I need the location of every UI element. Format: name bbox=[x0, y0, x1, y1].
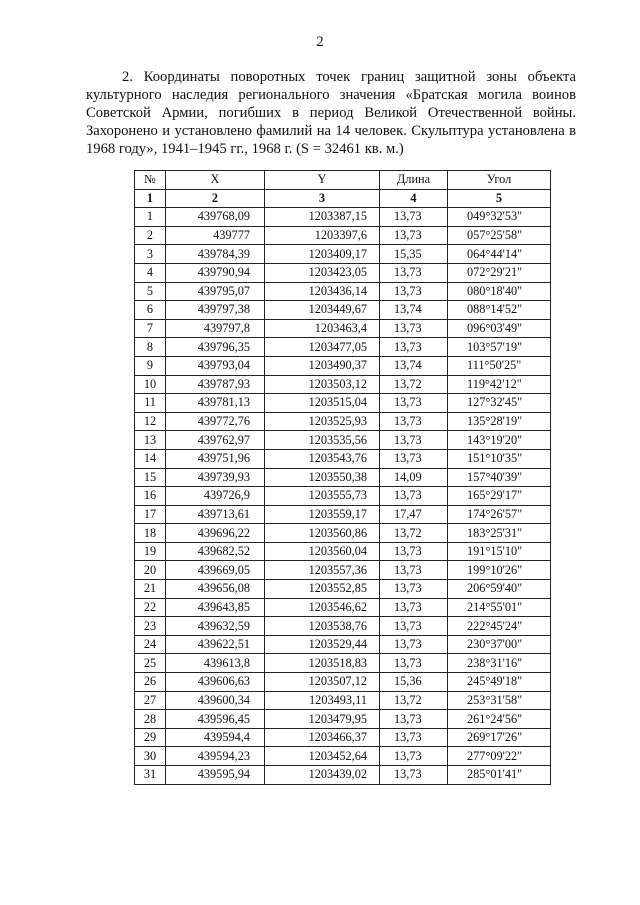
cell-length: 13,73 bbox=[380, 654, 448, 673]
page-number: 2 bbox=[316, 34, 324, 50]
table-row bbox=[135, 468, 551, 487]
cell-length: 14,09 bbox=[380, 468, 448, 487]
cell-number: 18 bbox=[135, 524, 166, 543]
cell-y: 1203543,76 bbox=[265, 449, 380, 468]
cell-angle: 080°18'40" bbox=[448, 282, 551, 301]
cell-length: 13,73 bbox=[380, 319, 448, 338]
cell-y: 1203479,95 bbox=[265, 710, 380, 729]
cell-number: 11 bbox=[135, 394, 166, 413]
table-row bbox=[135, 338, 551, 357]
cell-angle: 143°19'20" bbox=[448, 431, 551, 450]
cell-length: 15,36 bbox=[380, 673, 448, 692]
cell-y: 1203423,05 bbox=[265, 263, 380, 282]
cell-angle: 119°42'12" bbox=[448, 375, 551, 394]
cell-length: 13,73 bbox=[380, 412, 448, 431]
cell-x: 439600,34 bbox=[166, 691, 265, 710]
cell-y: 1203560,04 bbox=[265, 542, 380, 561]
cell-length: 17,47 bbox=[380, 505, 448, 524]
cell-length: 13,72 bbox=[380, 691, 448, 710]
cell-length: 13,73 bbox=[380, 617, 448, 636]
cell-length: 13,72 bbox=[380, 524, 448, 543]
table-row bbox=[135, 561, 551, 580]
cell-x: 439682,52 bbox=[166, 542, 265, 561]
column-index: 3 bbox=[265, 189, 380, 208]
cell-y: 1203397,6 bbox=[265, 226, 380, 245]
cell-length: 13,73 bbox=[380, 487, 448, 506]
cell-length: 13,73 bbox=[380, 542, 448, 561]
intro-paragraph: 2. Координаты поворотных точек границ защитной зоны объекта культурного наследия регионального значения «Братская могила воинов Советской Армии, погибших в период Великой Отечественной войны. Захоронено и установлено фамилий на 14 человек. Скульптура установлена в 1968 году», 1941–1945 гг., 1968 г. (S = 32461 кв. м.) bbox=[86, 69, 576, 157]
cell-number: 26 bbox=[135, 673, 166, 692]
header-angle: Угол bbox=[448, 171, 551, 190]
table-row bbox=[135, 673, 551, 692]
cell-x: 439793,04 bbox=[166, 356, 265, 375]
cell-y: 1203507,12 bbox=[265, 673, 380, 692]
cell-angle: 230°37'00" bbox=[448, 635, 551, 654]
cell-angle: 238°31'16" bbox=[448, 654, 551, 673]
cell-angle: 261°24'56" bbox=[448, 710, 551, 729]
cell-length: 13,74 bbox=[380, 356, 448, 375]
cell-number: 7 bbox=[135, 319, 166, 338]
cell-number: 24 bbox=[135, 635, 166, 654]
cell-y: 1203503,12 bbox=[265, 375, 380, 394]
cell-length: 13,73 bbox=[380, 282, 448, 301]
table-row bbox=[135, 449, 551, 468]
cell-x: 439797,8 bbox=[166, 319, 265, 338]
table-row bbox=[135, 598, 551, 617]
cell-angle: 111°50'25" bbox=[448, 356, 551, 375]
cell-y: 1203559,17 bbox=[265, 505, 380, 524]
cell-y: 1203463,4 bbox=[265, 319, 380, 338]
cell-y: 1203525,93 bbox=[265, 412, 380, 431]
table-row bbox=[135, 487, 551, 506]
table-row bbox=[135, 375, 551, 394]
cell-angle: 285°01'41" bbox=[448, 766, 551, 785]
cell-y: 1203518,83 bbox=[265, 654, 380, 673]
cell-length: 13,73 bbox=[380, 431, 448, 450]
table-row bbox=[135, 747, 551, 766]
cell-angle: 157°40'39" bbox=[448, 468, 551, 487]
cell-number: 3 bbox=[135, 245, 166, 264]
cell-x: 439622,51 bbox=[166, 635, 265, 654]
table-row bbox=[135, 710, 551, 729]
cell-length: 13,73 bbox=[380, 449, 448, 468]
cell-length: 13,73 bbox=[380, 728, 448, 747]
cell-y: 1203436,14 bbox=[265, 282, 380, 301]
cell-angle: 103°57'19" bbox=[448, 338, 551, 357]
cell-angle: 214°55'01" bbox=[448, 598, 551, 617]
cell-number: 27 bbox=[135, 691, 166, 710]
cell-x: 439643,85 bbox=[166, 598, 265, 617]
coordinates-table bbox=[134, 170, 551, 785]
cell-angle: 183°25'31" bbox=[448, 524, 551, 543]
cell-number: 30 bbox=[135, 747, 166, 766]
cell-length: 13,73 bbox=[380, 598, 448, 617]
header-length: Длина bbox=[380, 171, 448, 190]
cell-number: 14 bbox=[135, 449, 166, 468]
cell-angle: 277°09'22" bbox=[448, 747, 551, 766]
cell-x: 439787,93 bbox=[166, 375, 265, 394]
cell-number: 20 bbox=[135, 561, 166, 580]
cell-angle: 245°49'18" bbox=[448, 673, 551, 692]
table-row bbox=[135, 728, 551, 747]
cell-length: 13,73 bbox=[380, 226, 448, 245]
table-row bbox=[135, 301, 551, 320]
cell-x: 439595,94 bbox=[166, 766, 265, 785]
cell-y: 1203387,15 bbox=[265, 208, 380, 227]
cell-x: 439632,59 bbox=[166, 617, 265, 636]
cell-y: 1203409,17 bbox=[265, 245, 380, 264]
table-row bbox=[135, 691, 551, 710]
cell-length: 13,73 bbox=[380, 766, 448, 785]
cell-x: 439713,61 bbox=[166, 505, 265, 524]
cell-x: 439726,9 bbox=[166, 487, 265, 506]
cell-length: 13,73 bbox=[380, 710, 448, 729]
cell-x: 439795,07 bbox=[166, 282, 265, 301]
cell-y: 1203493,11 bbox=[265, 691, 380, 710]
table-row bbox=[135, 356, 551, 375]
cell-angle: 206°59'40" bbox=[448, 580, 551, 599]
cell-number: 2 bbox=[135, 226, 166, 245]
column-index: 1 bbox=[135, 189, 166, 208]
cell-number: 15 bbox=[135, 468, 166, 487]
cell-number: 9 bbox=[135, 356, 166, 375]
cell-angle: 072°29'21" bbox=[448, 263, 551, 282]
cell-number: 13 bbox=[135, 431, 166, 450]
cell-length: 15,35 bbox=[380, 245, 448, 264]
cell-length: 13,73 bbox=[380, 338, 448, 357]
table-row bbox=[135, 394, 551, 413]
table-row bbox=[135, 412, 551, 431]
cell-number: 5 bbox=[135, 282, 166, 301]
cell-angle: 064°44'14" bbox=[448, 245, 551, 264]
cell-x: 439762,97 bbox=[166, 431, 265, 450]
table-row bbox=[135, 542, 551, 561]
cell-angle: 151°10'35" bbox=[448, 449, 551, 468]
table-row bbox=[135, 245, 551, 264]
column-index: 4 bbox=[380, 189, 448, 208]
table-row bbox=[135, 617, 551, 636]
cell-number: 29 bbox=[135, 728, 166, 747]
cell-x: 439696,22 bbox=[166, 524, 265, 543]
cell-x: 439772,76 bbox=[166, 412, 265, 431]
cell-x: 439594,4 bbox=[166, 728, 265, 747]
cell-x: 439656,08 bbox=[166, 580, 265, 599]
cell-length: 13,73 bbox=[380, 394, 448, 413]
cell-x: 439606,63 bbox=[166, 673, 265, 692]
cell-angle: 174°26'57" bbox=[448, 505, 551, 524]
cell-y: 1203550,38 bbox=[265, 468, 380, 487]
header-number: № bbox=[135, 171, 166, 190]
cell-x: 439613,8 bbox=[166, 654, 265, 673]
table-row bbox=[135, 431, 551, 450]
cell-x: 439781,13 bbox=[166, 394, 265, 413]
cell-number: 16 bbox=[135, 487, 166, 506]
table-row bbox=[135, 505, 551, 524]
cell-number: 17 bbox=[135, 505, 166, 524]
header-x: X bbox=[166, 171, 265, 190]
table-row bbox=[135, 282, 551, 301]
table-row bbox=[135, 226, 551, 245]
cell-angle: 165°29'17" bbox=[448, 487, 551, 506]
cell-number: 31 bbox=[135, 766, 166, 785]
column-index: 5 bbox=[448, 189, 551, 208]
cell-y: 1203538,76 bbox=[265, 617, 380, 636]
cell-y: 1203515,04 bbox=[265, 394, 380, 413]
cell-x: 439751,96 bbox=[166, 449, 265, 468]
cell-angle: 088°14'52" bbox=[448, 301, 551, 320]
table-row bbox=[135, 580, 551, 599]
table-row bbox=[135, 766, 551, 785]
cell-y: 1203449,67 bbox=[265, 301, 380, 320]
cell-number: 4 bbox=[135, 263, 166, 282]
cell-y: 1203452,64 bbox=[265, 747, 380, 766]
cell-x: 439594,23 bbox=[166, 747, 265, 766]
cell-number: 12 bbox=[135, 412, 166, 431]
cell-angle: 049°32'53" bbox=[448, 208, 551, 227]
cell-angle: 269°17'26" bbox=[448, 728, 551, 747]
cell-length: 13,73 bbox=[380, 580, 448, 599]
header-y: Y bbox=[265, 171, 380, 190]
cell-number: 23 bbox=[135, 617, 166, 636]
cell-angle: 253°31'58" bbox=[448, 691, 551, 710]
column-index: 2 bbox=[166, 189, 265, 208]
cell-x: 439596,45 bbox=[166, 710, 265, 729]
cell-y: 1203546,62 bbox=[265, 598, 380, 617]
cell-angle: 127°32'45" bbox=[448, 394, 551, 413]
cell-x: 439768,09 bbox=[166, 208, 265, 227]
cell-x: 439739,93 bbox=[166, 468, 265, 487]
cell-length: 13,73 bbox=[380, 561, 448, 580]
cell-y: 1203535,56 bbox=[265, 431, 380, 450]
cell-angle: 135°28'19" bbox=[448, 412, 551, 431]
cell-number: 21 bbox=[135, 580, 166, 599]
cell-y: 1203439,02 bbox=[265, 766, 380, 785]
cell-number: 8 bbox=[135, 338, 166, 357]
cell-y: 1203490,37 bbox=[265, 356, 380, 375]
cell-number: 6 bbox=[135, 301, 166, 320]
cell-angle: 222°45'24" bbox=[448, 617, 551, 636]
cell-y: 1203552,85 bbox=[265, 580, 380, 599]
cell-number: 1 bbox=[135, 208, 166, 227]
cell-x: 439784,39 bbox=[166, 245, 265, 264]
cell-angle: 096°03'49" bbox=[448, 319, 551, 338]
cell-y: 1203557,36 bbox=[265, 561, 380, 580]
cell-length: 13,74 bbox=[380, 301, 448, 320]
table-row bbox=[135, 635, 551, 654]
cell-angle: 199°10'26" bbox=[448, 561, 551, 580]
cell-length: 13,72 bbox=[380, 375, 448, 394]
cell-y: 1203477,05 bbox=[265, 338, 380, 357]
cell-x: 439669,05 bbox=[166, 561, 265, 580]
cell-angle: 191°15'10" bbox=[448, 542, 551, 561]
cell-angle: 057°25'58" bbox=[448, 226, 551, 245]
column-index-row bbox=[135, 189, 551, 208]
cell-number: 19 bbox=[135, 542, 166, 561]
table-row bbox=[135, 263, 551, 282]
cell-length: 13,73 bbox=[380, 263, 448, 282]
cell-number: 22 bbox=[135, 598, 166, 617]
table-row bbox=[135, 208, 551, 227]
cell-y: 1203560,86 bbox=[265, 524, 380, 543]
cell-x: 439796,35 bbox=[166, 338, 265, 357]
table-row bbox=[135, 654, 551, 673]
cell-y: 1203555,73 bbox=[265, 487, 380, 506]
table-header-row bbox=[135, 171, 551, 190]
table-body bbox=[135, 208, 551, 784]
cell-number: 28 bbox=[135, 710, 166, 729]
cell-length: 13,73 bbox=[380, 635, 448, 654]
cell-y: 1203529,44 bbox=[265, 635, 380, 654]
cell-number: 25 bbox=[135, 654, 166, 673]
cell-length: 13,73 bbox=[380, 208, 448, 227]
cell-x: 439790,94 bbox=[166, 263, 265, 282]
table-row bbox=[135, 319, 551, 338]
cell-x: 439797,38 bbox=[166, 301, 265, 320]
cell-number: 10 bbox=[135, 375, 166, 394]
cell-y: 1203466,37 bbox=[265, 728, 380, 747]
cell-length: 13,73 bbox=[380, 747, 448, 766]
cell-x: 439777 bbox=[166, 226, 265, 245]
table-row bbox=[135, 524, 551, 543]
